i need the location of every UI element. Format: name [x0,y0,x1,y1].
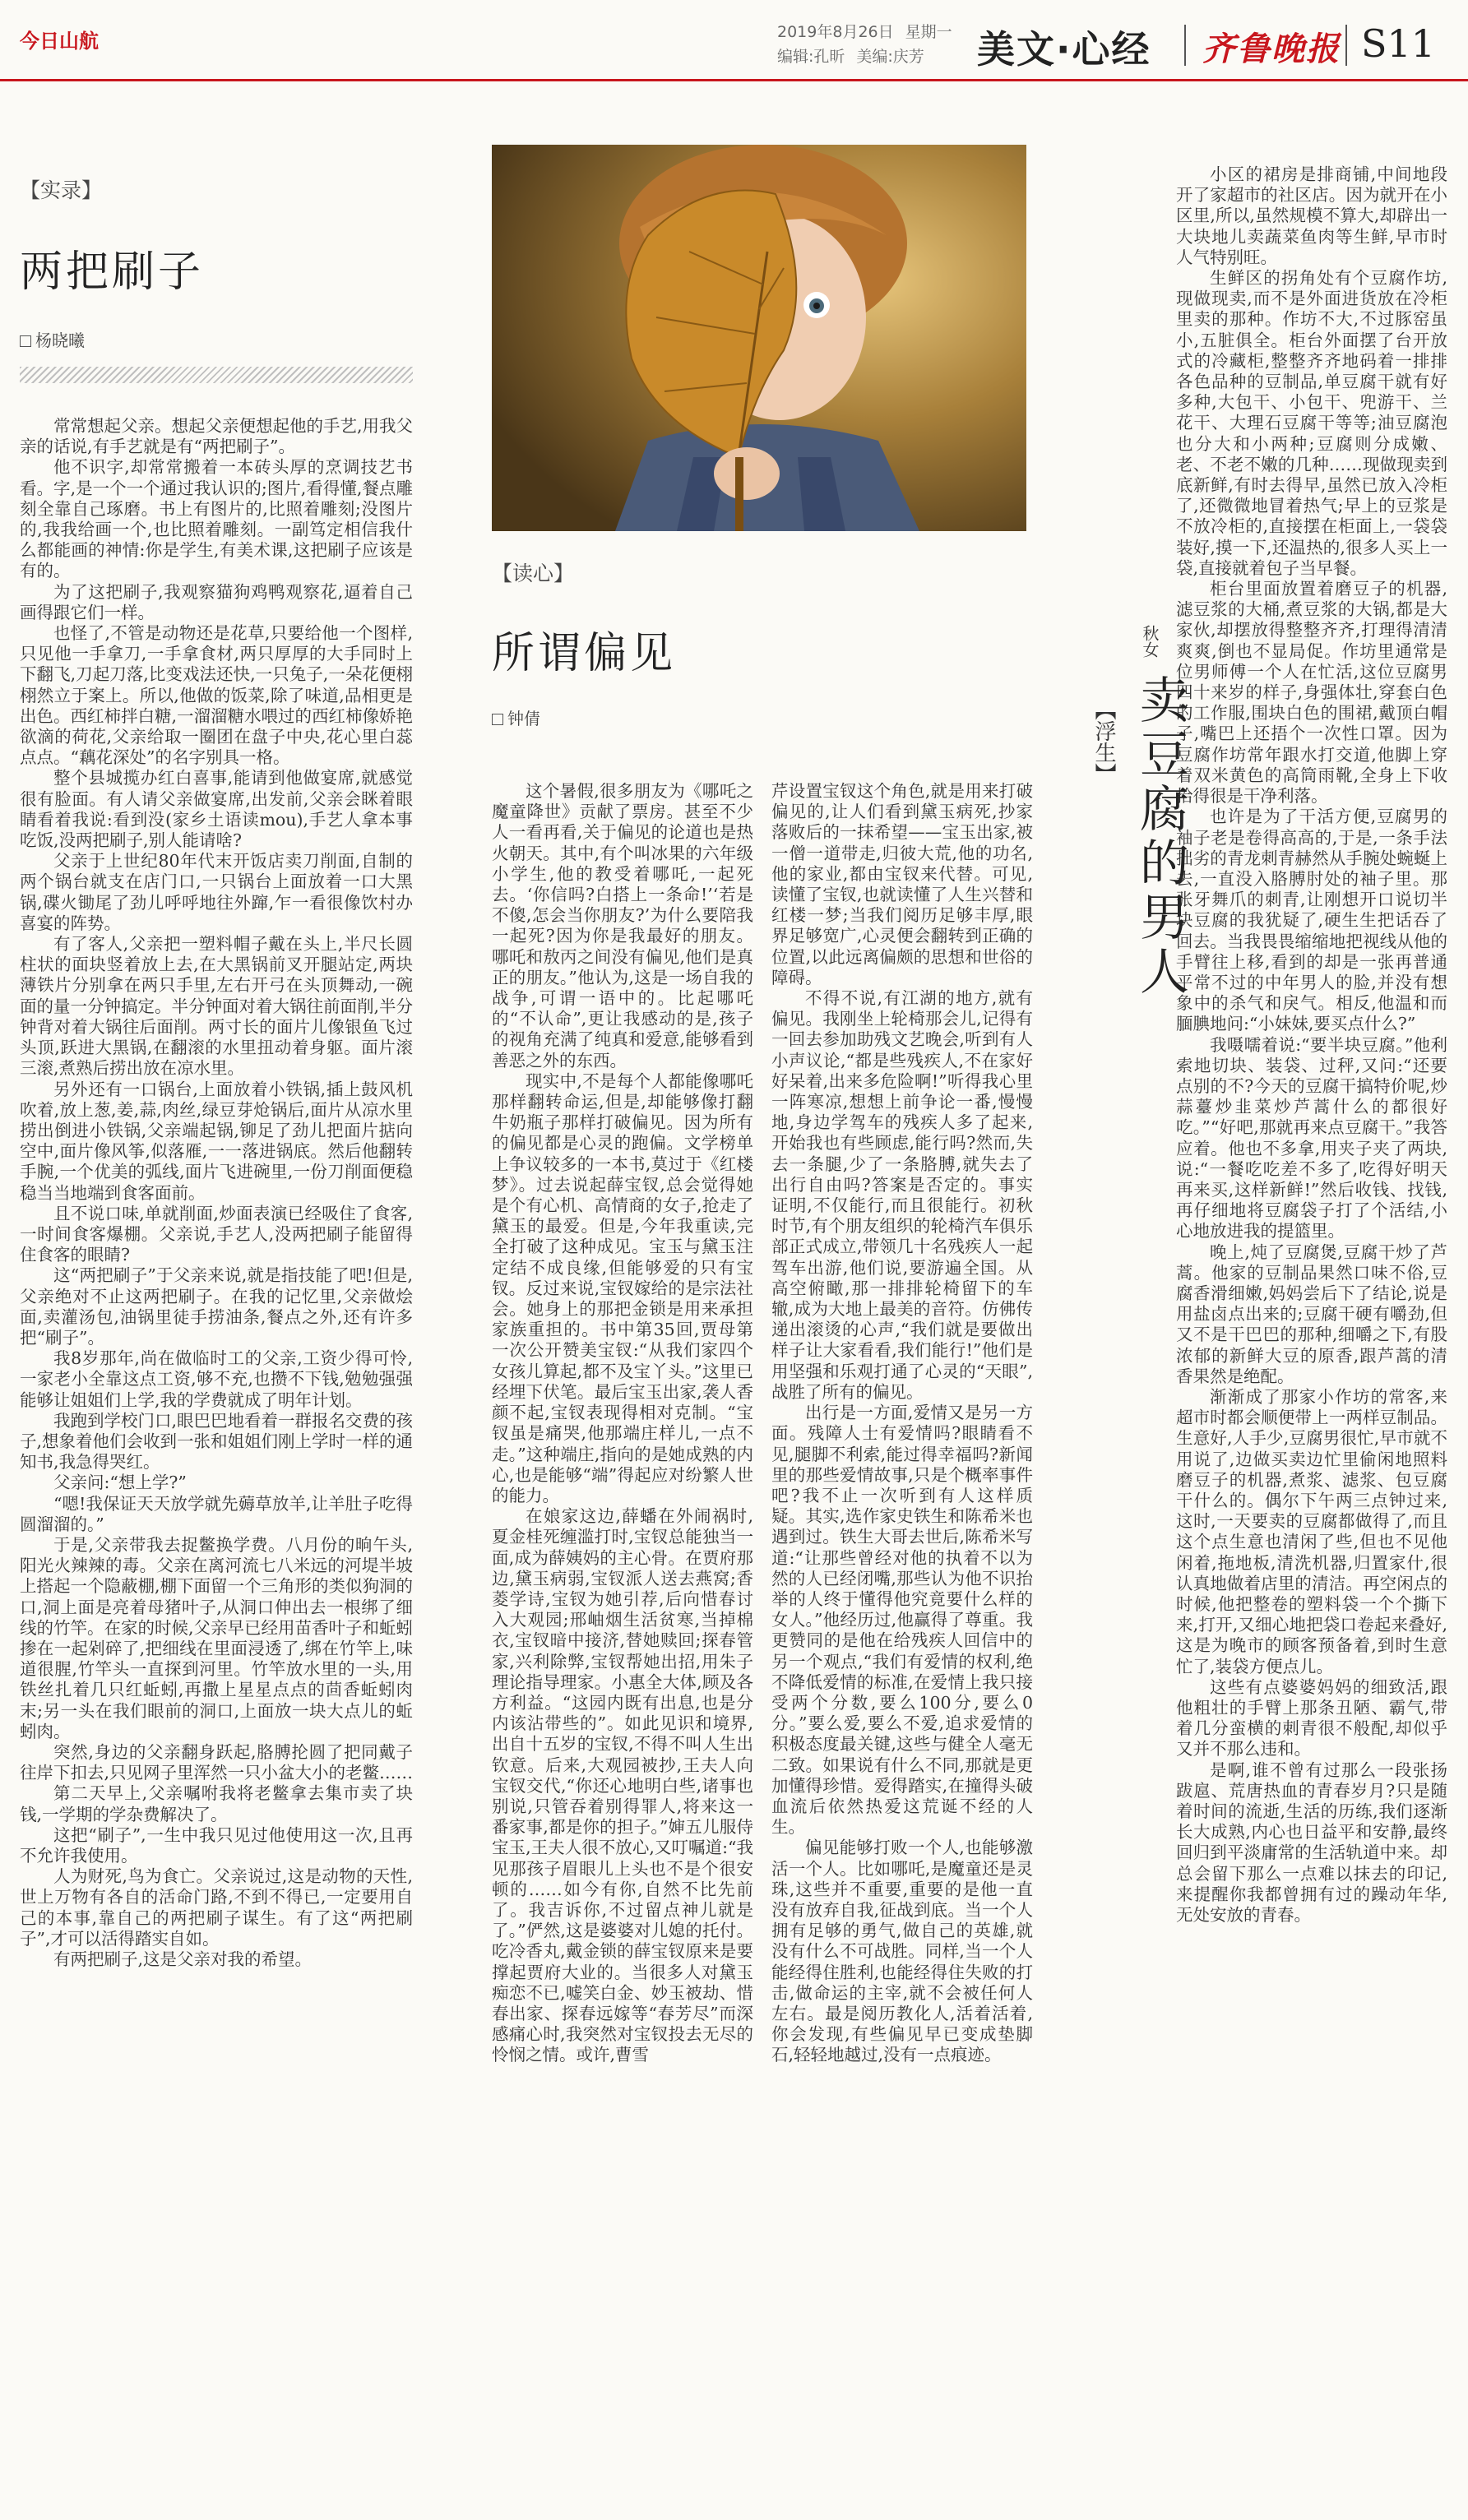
section-title: 美文·心经 [977,27,1151,72]
paragraph: 我8岁那年,尚在做临时工的父亲,工资少得可怜,一家老小全靠这点工资,够不充,也攒不下钱,勉勉强强能够让姐姐们上学,我的学费就成了明年计划。 [20,1348,413,1410]
page-number: S11 [1361,21,1436,66]
paragraph: 也许是为了干活方便,豆腐男的袖子老是卷得高高的,于是,一条手法拙劣的青龙刺青赫然从手腕处蜿蜒上去,一直没入胳膊肘处的袖子里。那张牙舞爪的刺青,让刚想开口说切半块豆腐的我犹疑了,硬生生把话吞了回去。当我畏畏缩缩地把视线从他的手臂往上移,看到的却是一张再普通平常不过的中年男人的脸,并没有想象中的杀气和戾气。相反,他温和而腼腆地问:“小妹妹,要买点什么?” [1176,807,1447,1034]
editor-credit: 编辑:孔昕 [777,48,845,66]
article2-column-2 [771,781,1033,2499]
paragraph: 父亲于上世纪80年代末开饭店卖刀削面,自制的两个锅台就支在店门口,一只锅台上面放着一口大黑锅,碟火锄尾了劲儿呼呼地往外蹿,乍一看很像饮村办喜宴的阵势。 [20,851,413,933]
paragraph: 他不识字,却常常搬着一本砖头厚的烹调技艺书看。字,是一个一个通过我认识的;图片,看得懂,餐点雕刻全靠自己琢磨。书上有图片的,比照着雕刻;没图片的,我我给画一个,也比照着雕刻。一副笃定相信我什么都能画的神情:你是学生,有美术课,这把刷子应该是有的。 [20,457,413,581]
paragraph: 整个县城揽办红白喜事,能请到他做宴席,就感觉很有脸面。有人请父亲做宴席,出发前,父亲会眯着眼睛看着我说:看到没(家乡土语读mou),手艺人拿本事吃饭,没两把刷子,别人能请啥? [20,768,413,851]
paragraph: 父亲问:“想上学?” [53,1473,187,1493]
paragraph: 是啊,谁不曾有过那么一段张扬跋扈、荒唐热血的青春岁月?只是随着时间的流逝,生活的历练,我们逐渐长大成熟,内心也日益平和安静,最终回归到平淡庸常的生活轨道中来。却总会留下那么一点难以抹去的印记,来提醒你我都曾拥有过的躁动年华,无处安放的青春。 [1176,1759,1447,1926]
header-divider [1345,25,1347,66]
newspaper-logo: 齐鲁晚报 [1202,30,1341,68]
issue-date: 2019年8月26日 [777,23,894,41]
paragraph: 柜台里面放置着磨豆子的机器,滤豆浆的大桶,煮豆浆的大锅,都是大家伙,却摆放得整整齐齐,打理得清清爽爽,倒也不显局促。作坊里通常是位男师傅一个人在忙活,这位豆腐男四十来岁的样子,身强体壮,穿套白色的工作服,围块白色的围裙,戴顶白帽子,嘴巴上还捂个一次性口罩。因为豆腐作坊常年跟水打交道,他脚上穿着双米黄色的高筒雨靴,全身上下收拾得很是干净利落。 [1176,579,1447,807]
paragraph: 人为财死,鸟为食亡。父亲说过,这是动物的天性,世上万物有各自的活命门路,不到不得已,一定要用自己的本事,靠自己的两把刷子谋生。有了这“两把刷子”,才可以活得踏实自如。 [20,1866,413,1949]
article-photo [492,145,1026,531]
paragraph: 常常想起父亲。想起父亲便想起他的手艺,用我父亲的话说,有手艺就是有“两把刷子”。 [20,416,413,457]
paragraph: 现实中,不是每个人都能像哪吒那样翻转命运,但是,却能够像打翻牛奶瓶子那样打破偏见。因为所有的偏见都是心灵的跑偏。文学榜单上争议较多的一本书,莫过于《红楼梦》。过去说起薛宝钗,总会觉得她是个有心机、高情商的女子,抢走了黛玉的最爱。但是,今年我重读,完全打破了这种成见。宝玉与黛玉注定结不成良缘,但能够爱的只有宝钗。反过来说,宝钗嫁给的是宗法社会。她身上的那把金锁是用来承担家族重担的。书中第35回,贾母第一次公开赞美宝钗:“从我们家四个女孩儿算起,都不及宝丫头。”这里已经埋下伏笔。最后宝玉出家,袭人香颜不起,宝钗表现得相对克制。“宝钗虽是痛哭,他那端庄样儿,一点不走。”这种端庄,指向的是她成熟的内心,也是能够“端”得起应对纷繁人世的能力。 [492,1070,753,1505]
section-label: 今日山航 [20,30,99,53]
paragraph: 这“两把刷子”于父亲来说,就是指技能了吧!但是,父亲绝对不止这两把刷子。在我的记忆里,父亲做烩面,卖灌汤包,油锅里徒手捞油条,餐点之外,还有许多把“刷子”。 [20,1265,413,1348]
paragraph: 不得不说,有江湖的地方,就有偏见。我刚坐上轮椅那会儿,记得有一回去参加助残文艺晚会,听到有人小声议论,“都是些残疾人,不在家好好呆着,出来多危险啊!”听得我心里一阵寒凉,想想上前争论一番,慢慢地,身边学驾车的残疾人多了起来,开始我也有些顾虑,能行吗?然而,失去一条腿,少了一条胳膊,就失去了出行自由吗?答案是否定的。事实证明,不仅能行,而且很能行。初秋时节,有个朋友组织的轮椅汽车俱乐部正式成立,带领几十名残疾人一起驾车出游,他们说,要游遍全国。从高空俯瞰,那一排排轮椅留下的车辙,成为大地上最美的音符。仿佛传递出滚烫的心声,“我们就是要做出样子让大家看看,我们能行!”他们是用坚强和乐观打通了心灵的“天眼”,战胜了所有的偏见。 [771,988,1033,1402]
paragraph: 渐渐成了那家小作坊的常客,来超市时都会顺便带上一两样豆制品。生意好,人手少,豆腐男很忙,早市就不用说了,边做买卖边忙里偷闲地照料磨豆子的机器,煮浆、滤浆、包豆腐干什么的。偶尔下午两三点钟过来,这时,一天要卖的豆腐都做得了,而且这个点生意也清闲了些,但也不见他闲着,拖地板,清洗机器,归置家什,很认真地做着店里的清洁。再空闲点的时候,他把整卷的塑料袋一个个撕下来,打开,又细心地把袋口卷起来叠好,这是为晚市的顾客预备着,到时生意忙了,装袋方便点儿。 [1176,1386,1447,1676]
paragraph: 小区的裙房是排商铺,中间地段开了家超市的社区店。因为就开在小区里,所以,虽然规模不算大,却辟出一大块地儿卖蔬菜鱼肉等生鲜,早市时人气特别旺。 [1176,164,1447,267]
paragraph: 晚上,炖了豆腐煲,豆腐干炒了芦蒿。他家的豆制品果然口味不俗,豆腐香滑细嫩,妈妈尝后下了结论,说是用盐卤点出来的;豆腐干硬有嚼劲,但又不是干巴巴的那种,细嚼之下,有股浓郁的新鲜大豆的原香,跟芦蒿的清香果然是绝配。 [1176,1242,1447,1386]
paragraph: 这把“刷子”,一生中我只见过他使用这一次,且再不允许我使用。 [20,1824,413,1866]
child-with-leaf-illustration [492,145,1026,531]
paragraph: 突然,身边的父亲翻身跃起,胳膊抡圆了把同戴子往岸下扣去,只见网子里浑然一只小盆大小的老鳖…… [20,1742,413,1783]
paragraph: 生鲜区的拐角处有个豆腐作坊,现做现卖,而不是外面进货放在冷柜里卖的那种。作坊不大,不过豚窑虽小,五脏俱全。柜台外面摆了台开放式的冷藏柜,整整齐齐地码着一排排各色品种的豆制品,单豆腐干就有好多种,大包干、小包干、兜游干、兰花干、大理石豆腐干等等;油豆腐泡也分大和小两种;豆腐则分成嫩、老、不老不嫩的几种……现做现卖到底新鲜,有时去得早,虽然已放入冷柜了,还微微地冒着热气;早上的豆浆是不放冷柜的,直接摆在柜面上,一袋袋装好,摸一下,还温热的,很多人买上一袋,直接就着包子当早餐。 [1176,268,1447,578]
issue-weekday: 星期一 [905,23,952,41]
paragraph: 有了客人,父亲把一塑料帽子戴在头上,半尺长圆柱状的面块竖着放上去,在大黑锅前叉开腿站定,两块薄铁片分别拿在两只手里,左右开弓在头顶舞动,一碗面的量一分钟搞定。半分钟面对着大锅往前面削,半分钟背对着大锅往后面削。两寸长的面片儿像银鱼飞过头顶,跃进大黑锅,在翻滚的水里扭动着身躯。面片滚三滚,煮熟后捞出放在凉水里。 [20,934,413,1079]
paragraph: 于是,父亲带我去捉鳖换学费。八月份的晌午头,阳光火辣辣的毒。父亲在离河流七八米远的河堤半坡上搭起一个隐蔽棚,棚下面留一个三角形的类似狗洞的口,洞上面是亮着母猪叶子,从洞口伸出去一根绑了细线的竹竿。在家的时候,父亲早已经用苗香叶子和蚯蚓掺在一起剁碎了,把细线在里面浸透了,绑在竹竿上,味道很腥,竹竿头一直探到河里。竹竿放水里的一头,用铁丝扎着几只红蚯蚓,再撒上星星点点的茴香蚯蚓肉末;另一头在我们眼前的洞口,上面放一块大点儿的蚯蚓肉。 [20,1534,413,1741]
paragraph: 我嗫嚅着说:“要半块豆腐。”他利索地切块、装袋、过秤,又问:“还要点别的不?今天的豆腐干搞特价呢,炒蒜薹炒韭菜炒芦蒿什么的都很好吃。”“好吧,那就再来点豆腐干。”我答应着。他也不多拿,用夹子夹了两块,说:“一餐吃吃差不多了,吃得好明天再来买,这样新鲜!”然后收钱、找钱,再仔细地将豆腐袋子打了个活结,小心地放进我的提篮里。 [1176,1034,1447,1242]
title-rule [20,367,413,383]
header-rule [0,79,1468,81]
article2-tag: 【读心】 [492,562,575,585]
paragraph: 偏见能够打败一个人,也能够激活一个人。比如哪吒,是魔童还是灵珠,这些并不重要,重要的是他一直没有放弃自我,征战到底。当一个人拥有足够的勇气,做自己的英雄,就没有什么不可战胜。同样,当一个人能经得住胜利,也能经得住失败的打击,做命运的主宰,就不会被任何人左右。最是阅历教化人,活着活着,你会发现,有些偏见早已变成垫脚石,轻轻地越过,没有一点痕迹。 [771,1838,1033,2065]
issue-meta [777,20,964,69]
designer-credit: 美编:庆芳 [856,48,924,66]
article1-author: 杨晓曦 [20,327,85,351]
paragraph: 有两把刷子,这是父亲对我的希望。 [53,1949,313,1970]
article2-author: 钟倩 [492,705,540,729]
paragraph: 芹设置宝钗这个角色,就是用来打破偏见的,让人们看到黛玉病死,抄家落败后的一抹希望——宝玉出家,被一僧一道带走,归彼大荒,他的功名,他的家业,都由宝钗来代替。可见,读懂了宝钗,也就读懂了人生兴替和红楼一梦;当我们阅历足够丰厚,眼界足够宽广,心灵便会翻转到正确的位置,以此远离偏颇的思想和世俗的障碍。 [771,781,1033,987]
article1-title: 两把刷子 [20,247,205,297]
paragraph: 另外还有一口锅台,上面放着小铁锅,插上鼓风机吹着,放上葱,姜,蒜,肉丝,绿豆芽炝锅后,面片从凉水里捞出倒进小铁锅,父亲端起锅,铆足了劲儿把面片掂向空中,面片像风筝,似落雁,一一落进锅底。然后他翻转手腕,一个优美的弧线,面片飞进碗里,一份刀削面便稳稳当当地端到食客面前。 [20,1079,413,1203]
paragraph: 我跑到学校门口,眼巴巴地看着一群报名交费的孩子,想象着他们会收到一张和姐姐们刚上学时一样的通知书,我急得哭红。 [20,1410,413,1473]
paragraph: 也怪了,不管是动物还是花草,只要给他一个图样,只见他一手拿刀,一手拿食材,两只厚厚的大手同时上下翻飞,刀起刀落,比变戏法还快,一只兔子,一朵花便栩栩然立于案上。所以,他做的饭菜,除了味道,品相更是出色。西红柿拌白糖,一溜溜糖水喂过的西红柿像娇艳欲滴的荷花,父亲给取一圈团在盘子中央,花心里白蕊点点。“藕花深处”的名字别具一格。 [20,623,413,768]
paragraph: 这个暑假,很多朋友为《哪吒之魔童降世》贡献了票房。甚至不少人一看再看,关于偏见的论道也是热火朝天。其中,有个叫冰果的六年级小学生,他的教受着哪吒,一起死去。‘你信吗?白搭上一条命!’‘若是不傻,怎会当你朋友?’为什么要陪我一起死?因为你是我最好的朋友。哪吒和敖丙之间没有偏见,他们是真正的朋友。”他认为,这是一场自我的战争,可谓一语中的。比起哪吒的“不认命”,更让我感动的是,孩子的视角充满了纯真和爱意,能够看到善恶之外的东西。 [492,781,753,1070]
paragraph: 且不说口味,单就削面,炒面表演已经吸住了食客,一时间食客爆棚。父亲说,手艺人,没两把刷子能留得住食客的眼睛? [20,1203,413,1265]
article3-author: 秋女 [1140,625,1160,658]
article3-tag: 【浮生】 [1091,699,1116,784]
article1-body [20,416,413,2496]
paragraph: 在娘家这边,薛蟠在外闹祸时,夏金桂死缠滥打时,宝钗总能独当一面,成为薛姨妈的主心骨。在贾府那边,黛玉病弱,宝钗派人送去燕窝;香菱学诗,宝钗为她引荐,后向惜春讨入大观园;邢岫烟生活贫寒,当掉棉衣,宝钗暗中接济,替她赎回;探春管家,兴利除弊,宝钗帮她出招,用朱子理论指导理家。小惠全大体,顾及各方利益。“这园内既有出息,也是分内该沾带些的”。如此见识和境界,出自十五岁的宝钗,不得不叫人生出钦意。后来,大观园被抄,王夫人向宝钗交代,“你还心地明白些,诸事也别说,只管吞着别得罪人,将来这一番家事,都是你的担子。”婶五儿服侍宝玉,王夫人很不放心,又叮嘱道:“我见那孩子眉眼儿上头也不是个很安顿的……如今有你,自然不比先前了。我吉诉你,不过留点神儿就是了。”俨然,这是婆婆对儿媳的托付。吃冷香丸,戴金锁的薛宝钗原来是要撑起贾府大业的。当很多人对黛玉痴恋不已,嘘笑白金、妙玉被劫、惜春出家、探春远嫁等“春芳尽”而深感痛心时,我突然对宝钗投去无尽的怜悯之情。或许,曹雪 [492,1506,753,2065]
paragraph: “嗯!我保证天天放学就先薅草放羊,让羊肚子吃得圆溜溜的。” [20,1493,413,1534]
paragraph: 第二天早上,父亲嘱咐我将老鳖拿去集市卖了块钱,一学期的学杂费解决了。 [20,1783,413,1824]
article1-tag: 【实录】 [20,178,103,202]
paragraph: 出行是一方面,爱情又是另一方面。残障人士有爱情吗?眼睛看不见,腿脚不利索,能过得幸福吗?新闻里的那些爱情故事,只是个概率事件吧?我不止一次听到有人这样质疑。其实,选作家史铁生和陈希米也遇到过。铁生大哥去世后,陈希米写道:“让那些曾经对他的执着不以为然的人已经闭嘴,那些认为他不识抬举的人终于懂得他究竟要什么样的女人。”他经历过,他赢得了尊重。我更赞同的是他在给残疾人回信中的另一个观点,“我们有爱情的权利,绝不降低爱情的标准,在爱情上我只接受两个分数,要么100分,要么0分。”要么爱,要么不爱,追求爱情的积极态度最关键,这些与健全人毫无二致。如果说有什么不同,那就是更加懂得珍惜。爱得踏实,在撞得头破血流后依然热爱这荒诞不经的人生。 [771,1403,1033,1838]
paragraph: 为了这把刷子,我观察猫狗鸡鸭观察花,逼着自己画得跟它们一样。 [20,581,413,622]
article2-title: 所谓偏见 [492,629,677,678]
article2-column-1 [492,781,753,2499]
header-divider [1184,25,1186,66]
article3-title: 卖豆腐的男人 [1132,674,1189,1000]
article3-title-block [1084,625,1189,1110]
article3-body [1176,164,1447,2499]
paragraph: 这些有点婆婆妈妈的细致活,跟他粗壮的手臂上那条丑陋、霸气,带着几分蛮横的刺青很不般配,却似乎又并不那么违和。 [1176,1676,1447,1759]
